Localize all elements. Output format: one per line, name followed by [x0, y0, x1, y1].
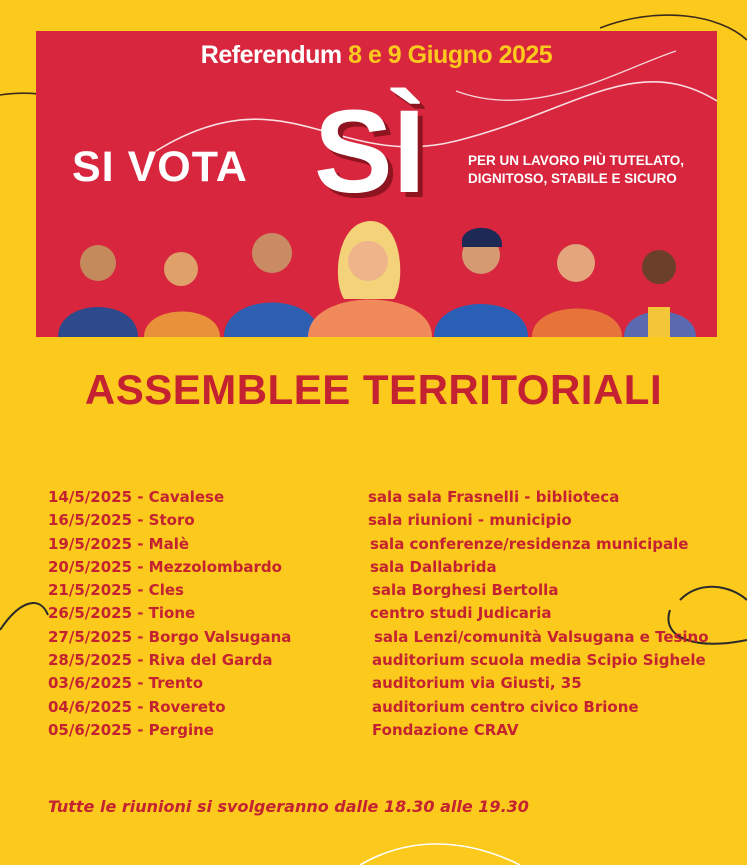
meeting-date-place: 05/6/2025 - Pergine [48, 720, 214, 739]
referendum-banner [36, 31, 717, 337]
meeting-date-place: 20/5/2025 - Mezzolombardo [48, 557, 282, 576]
meeting-date-place: 16/5/2025 - Storo [48, 511, 195, 530]
meeting-venue: auditorium via Giusti, 35 [372, 674, 582, 693]
slogan-si-vota: SI VOTA [72, 143, 248, 191]
footer-note: Tutte le riunioni si svolgeranno dalle 18.30 alle 19.30 [48, 797, 529, 816]
meeting-date-place: 28/5/2025 - Riva del Garda [48, 651, 273, 670]
meeting-row [48, 698, 728, 721]
meeting-venue: auditorium scuola media Scipio Sighele [372, 651, 706, 670]
meeting-date-place: 04/6/2025 - Rovereto [48, 697, 226, 716]
big-si-word: SÌ [314, 86, 426, 218]
meeting-row [48, 721, 728, 744]
meeting-date-place: 21/5/2025 - Cles [48, 581, 184, 600]
meeting-row [48, 628, 728, 651]
meeting-row [48, 581, 728, 604]
meeting-date-place: 19/5/2025 - Malè [48, 534, 190, 553]
meeting-date-place: 03/6/2025 - Trento [48, 674, 203, 693]
meeting-row [48, 535, 728, 558]
meeting-date-place: 27/5/2025 - Borgo Valsugana [48, 627, 292, 646]
meeting-row [48, 604, 728, 627]
meeting-row [48, 488, 728, 511]
meeting-venue: sala Dallabrida [370, 557, 497, 576]
meeting-row [48, 674, 728, 697]
meeting-venue: centro studi Judicaria [370, 604, 552, 623]
page-heading: ASSEMBLEE TERRITORIALI [84, 366, 663, 413]
people-illustration [36, 211, 717, 337]
meeting-row [48, 511, 728, 534]
meeting-date-place: 26/5/2025 - Tione [48, 604, 196, 623]
meeting-venue: auditorium centro civico Brione [372, 697, 639, 716]
meeting-venue: sala conferenze/residenza municipale [370, 534, 689, 553]
referendum-title [36, 41, 717, 70]
meeting-row [48, 558, 728, 581]
tagline-line-1: PER UN LAVORO PIÙ TUTELATO, [468, 153, 685, 168]
meeting-venue: sala sala Frasnelli - biblioteca [368, 488, 620, 506]
meeting-date-place: 14/5/2025 - Cavalese [48, 488, 225, 506]
meeting-venue: sala Borghesi Bertolla [372, 581, 559, 600]
meeting-row [48, 651, 728, 674]
referendum-date: 8 e 9 Giugno 2025 [348, 41, 553, 69]
meeting-venue: sala Lenzi/comunità Valsugana e Tesino [374, 627, 709, 646]
meeting-venue: sala riunioni - municipio [368, 511, 572, 530]
meeting-schedule [48, 488, 728, 744]
tagline [468, 152, 708, 188]
referendum-word: Referendum [200, 41, 342, 69]
meeting-venue: Fondazione CRAV [372, 720, 519, 739]
tagline-line-2: DIGNITOSO, STABILE E SICURO [468, 171, 677, 186]
